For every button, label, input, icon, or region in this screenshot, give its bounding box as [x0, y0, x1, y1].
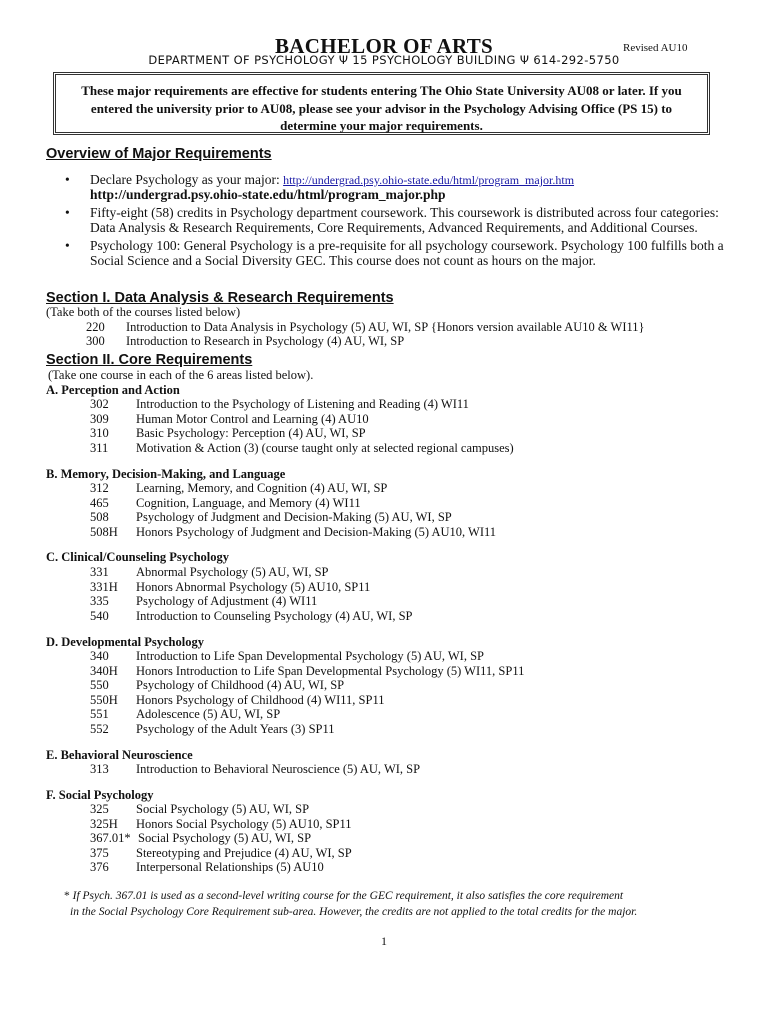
course-description: Human Motor Control and Learning (4) AU10	[136, 412, 369, 426]
course-number: 325H	[90, 817, 118, 831]
footnote-line-2: in the Social Psychology Core Requirement sub-area. However, the credits are not applied to the total credits for the major.	[70, 906, 638, 918]
course-description: Honors Social Psychology (5) AU10, SP11	[136, 817, 352, 831]
section2-heading: Section II. Core Requirements	[46, 352, 253, 368]
course-description: Psychology of Adjustment (4) WI11	[136, 594, 318, 608]
course-description: Abnormal Psychology (5) AU, WI, SP	[136, 565, 329, 579]
bullet-icon: •	[65, 172, 70, 187]
section1-note: (Take both of the courses listed below)	[46, 305, 241, 319]
course-description: Motivation & Action (3) (course taught only at selected regional campuses)	[136, 441, 514, 455]
course-description: Honors Introduction to Life Span Developmental Psychology (5) WI11, SP11	[136, 664, 525, 678]
section1-courses	[86, 320, 726, 350]
course-number: 508	[90, 510, 109, 524]
course-number: 550	[90, 678, 109, 692]
course-number: 550H	[90, 693, 118, 707]
course-number: 340H	[90, 664, 118, 678]
revision-label: Revised AU10	[623, 42, 688, 54]
course-description: Learning, Memory, and Cognition (4) AU, WI, SP	[136, 481, 388, 495]
course-description: Introduction to Data Analysis in Psychology (5) AU, WI, SP {Honors version available AU10 & WI11}	[126, 320, 645, 334]
list-item	[46, 173, 726, 202]
list-item	[46, 206, 726, 235]
section1-heading: Section I. Data Analysis & Research Requirements	[46, 290, 394, 306]
notice-box	[53, 72, 710, 135]
area-f-label: F. Social Psychology	[46, 788, 154, 802]
course-number: 309	[90, 412, 109, 426]
course-number: 551	[90, 707, 109, 721]
course-description: Psychology of the Adult Years (3) SP11	[136, 722, 335, 736]
area-f-courses	[90, 802, 710, 878]
area-e-label: E. Behavioral Neuroscience	[46, 748, 193, 762]
course-number: 220	[86, 320, 105, 334]
bullet-icon: •	[65, 238, 70, 253]
course-number: 376	[90, 860, 109, 874]
course-number: 367.01*	[90, 831, 131, 845]
course-number: 540	[90, 609, 109, 623]
course-description: Introduction to Life Span Developmental Psychology (5) AU, WI, SP	[136, 649, 484, 663]
course-description: Stereotyping and Prejudice (4) AU, WI, SP	[136, 846, 352, 860]
course-number: 465	[90, 496, 109, 510]
course-number: 313	[90, 762, 109, 776]
course-number: 375	[90, 846, 109, 860]
course-number: 508H	[90, 525, 118, 539]
bullet-text: Fifty-eight (58) credits in Psychology department coursework. This coursework is distributed across four categories: Data Analysis & Research Requirements, Core Requirements, Advanced Requirements, and Additional Courses.	[90, 205, 719, 235]
course-number: 552	[90, 722, 109, 736]
program-major-link[interactable]: http://undergrad.psy.ohio-state.edu/html/program_major.htm	[283, 173, 575, 187]
program-major-url: http://undergrad.psy.ohio-state.edu/html/program_major.php	[90, 186, 446, 202]
course-number: 335	[90, 594, 109, 608]
course-number: 300	[86, 334, 105, 348]
course-description: Introduction to Research in Psychology (4) AU, WI, SP	[126, 334, 405, 348]
footnote-line-1: If Psych. 367.01 is used as a second-level writing course for the GEC requirement, it also satisfies the core requirement	[72, 890, 624, 902]
area-a-courses	[90, 397, 710, 457]
area-c-courses	[90, 565, 710, 625]
document-title: BACHELOR OF ARTS	[275, 34, 493, 58]
course-description: Honors Psychology of Judgment and Decision-Making (5) AU10, WI11	[136, 525, 497, 539]
section2-note: (Take one course in each of the 6 areas listed below).	[48, 368, 314, 382]
area-a-label: A. Perception and Action	[46, 383, 180, 397]
footnote-star: *	[64, 890, 70, 902]
course-description: Social Psychology (5) AU, WI, SP	[138, 831, 312, 845]
overview-list	[46, 173, 726, 272]
course-description: Cognition, Language, and Memory (4) WI11	[136, 496, 361, 510]
course-number: 325	[90, 802, 109, 816]
course-number: 302	[90, 397, 109, 411]
area-b-courses	[90, 481, 710, 541]
course-number: 310	[90, 426, 109, 440]
course-description: Honors Psychology of Childhood (4) WI11, SP11	[136, 693, 385, 707]
course-number: 331	[90, 565, 109, 579]
course-number: 331H	[90, 580, 118, 594]
course-description: Basic Psychology: Perception (4) AU, WI, SP	[136, 426, 366, 440]
course-description: Introduction to Counseling Psychology (4) AU, WI, SP	[136, 609, 413, 623]
course-description: Psychology of Judgment and Decision-Making (5) AU, WI, SP	[136, 510, 452, 524]
course-description: Social Psychology (5) AU, WI, SP	[136, 802, 310, 816]
area-c-label: C. Clinical/Counseling Psychology	[46, 550, 230, 564]
department-line: DEPARTMENT OF PSYCHOLOGY Ψ 15 PSYCHOLOGY BUILDING Ψ 614-292-5750	[148, 53, 620, 67]
area-d-courses	[90, 649, 710, 739]
area-d-label: D. Developmental Psychology	[46, 635, 204, 649]
course-description: Introduction to the Psychology of Listening and Reading (4) WI11	[136, 397, 469, 411]
course-description: Honors Abnormal Psychology (5) AU10, SP11	[136, 580, 371, 594]
notice-text: These major requirements are effective for students entering The Ohio State University AU08 or later. If you entered the university prior to AU08, please see your advisor in the Psychology Advising Office (PS 15) to determine your major requirements.	[81, 83, 682, 133]
course-description: Adolescence (5) AU, WI, SP	[136, 707, 281, 721]
course-description: Introduction to Behavioral Neuroscience (5) AU, WI, SP	[136, 762, 421, 776]
area-e-courses	[90, 762, 710, 778]
area-b-label: B. Memory, Decision-Making, and Language	[46, 467, 286, 481]
course-number: 311	[90, 441, 109, 455]
page-number: 1	[381, 934, 387, 948]
bullet-icon: •	[65, 205, 70, 220]
footnote	[64, 888, 724, 920]
overview-heading: Overview of Major Requirements	[46, 146, 272, 162]
list-item	[46, 239, 726, 268]
bullet-text: Psychology 100: General Psychology is a pre-requisite for all psychology coursework. Psychology 100 fulfills both a Social Science and a Social Diversity GEC. This course does not count as hours on the major.	[90, 238, 724, 268]
course-number: 312	[90, 481, 109, 495]
course-description: Psychology of Childhood (4) AU, WI, SP	[136, 678, 345, 692]
course-description: Interpersonal Relationships (5) AU10	[136, 860, 324, 874]
course-number: 340	[90, 649, 109, 663]
bullet-text: Declare Psychology as your major:	[90, 172, 284, 187]
